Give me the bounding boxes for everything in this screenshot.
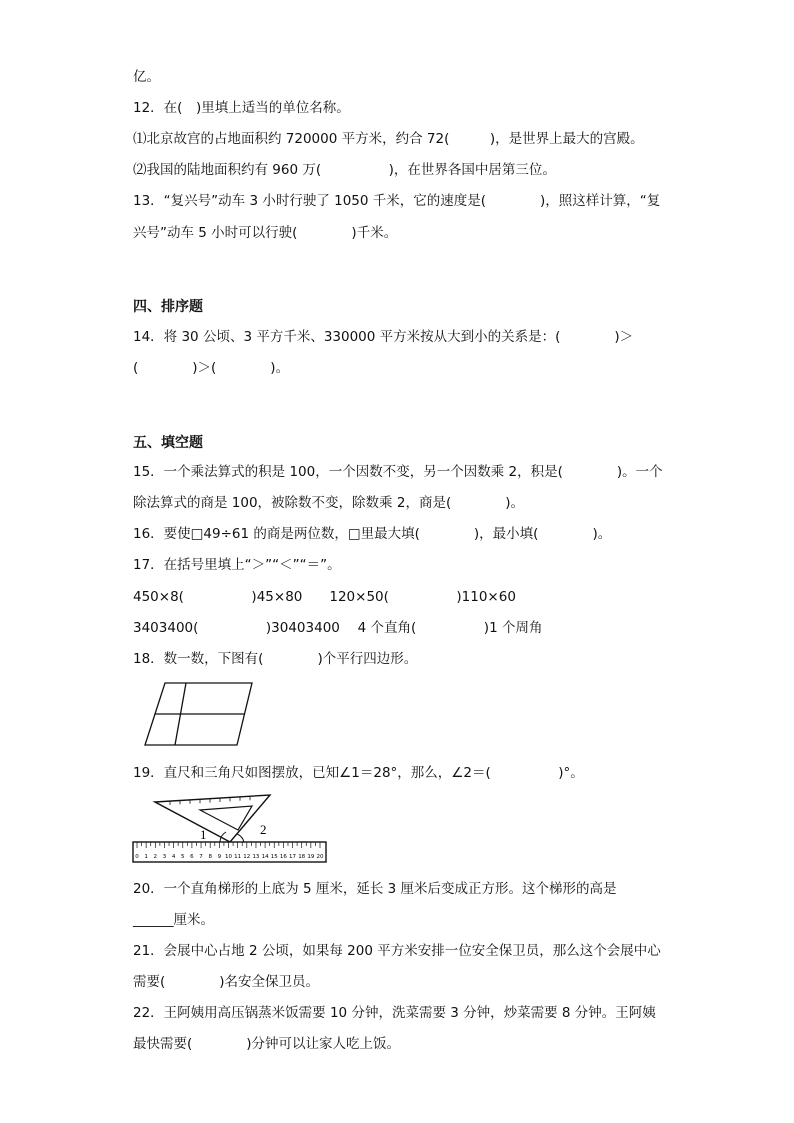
question-20: 20．一个直角梯形的上底为 5 厘米，延长 3 厘米后变成正方形。这个梯形的高是 <box>133 881 617 897</box>
ruler-number: 17 <box>289 854 297 860</box>
question-17-row2: 3403400( )30403400 4 个直角( )1 个周角 <box>133 620 543 636</box>
ruler-number: 14 <box>261 854 269 860</box>
section-heading-sort: 四、排序题 <box>133 299 203 315</box>
question-19: 19．直尺和三角尺如图摆放，已知∠1＝28°，那么，∠2＝( )°。 <box>133 765 584 781</box>
ruler-number: 4 <box>171 854 176 860</box>
ruler-number: 7 <box>199 854 203 860</box>
ruler-number: 8 <box>208 854 212 860</box>
question-14: 14．将 30 公顷、3 平方千米、330000 平方米按从大到小的关系是：( )＞ <box>133 329 634 345</box>
question-13: 13．“复兴号”动车 3 小时行驶了 1050 千米，它的速度是( )，照这样计算，“复 <box>133 193 661 209</box>
ruler-number: 16 <box>279 854 287 860</box>
angle-2-label: 2 <box>260 822 267 837</box>
ruler-number: 3 <box>162 854 167 860</box>
question-22-cont: 最快需要( )分钟可以让家人吃上饭。 <box>133 1036 401 1052</box>
ruler-number: 9 <box>217 854 222 860</box>
ruler-number: 15 <box>270 854 278 860</box>
question-12: 12．在( )里填上适当的单位名称。 <box>133 100 350 116</box>
ruler-number: 19 <box>307 854 315 860</box>
ruler-number: 6 <box>190 854 194 860</box>
question-15: 15．一个乘法算式的积是 100，一个因数不变，另一个因数乘 2，积是( )。一个 <box>133 464 663 480</box>
question-17: 17．在括号里填上“＞”“＜”“＝”。 <box>133 557 341 573</box>
parallelogram-figure <box>140 678 258 750</box>
question-21: 21．会展中心占地 2 公顷，如果每 200 平方米安排一位安全保卫员，那么这个会展中心 <box>133 943 661 959</box>
question-17-row1: 450×8( )45×80 120×50( )110×60 <box>133 589 516 605</box>
section-heading-fill: 五、填空题 <box>133 435 203 451</box>
question-12-part1: ⑴北京故宫的占地面积约 720000 平方米，约合 72( )，是世界上最大的宫殿。 <box>133 131 644 147</box>
question-18: 18．数一数，下图有( )个平行四边形。 <box>133 651 418 667</box>
ruler-number: 5 <box>181 854 185 860</box>
ruler-number: 10 <box>225 854 232 860</box>
question-12-part2: ⑵我国的陆地面积约有 960 万( )，在世界各国中居第三位。 <box>133 162 556 178</box>
ruler-number: 11 <box>234 854 242 860</box>
question-20-cont: ______厘米。 <box>133 912 214 928</box>
question-15-cont: 除法算式的商是 100，被除数不变，除数乘 2，商是( )。 <box>133 495 524 511</box>
ruler-number: 1 <box>144 854 148 860</box>
ruler-triangle-figure <box>130 792 330 864</box>
ruler-number: 13 <box>252 854 260 860</box>
ruler-number: 0 <box>135 854 139 860</box>
ruler-number: 2 <box>153 854 158 860</box>
angle-1-label: 1 <box>200 827 207 842</box>
text-line: 亿。 <box>133 69 160 85</box>
question-22: 22．王阿姨用高压锅蒸米饭需要 10 分钟，洗菜需要 3 分钟，炒菜需要 8 分钟。王阿姨 <box>133 1005 656 1021</box>
question-13-cont: 兴号”动车 5 小时可以行驶( )千米。 <box>133 225 398 241</box>
ruler-number: 20 <box>316 854 324 860</box>
question-16: 16．要使□49÷61 的商是两位数，□里最大填( )，最小填( )。 <box>133 526 612 542</box>
ruler-number: 18 <box>298 854 306 860</box>
ruler-number: 12 <box>243 854 251 860</box>
question-21-cont: 需要( )名安全保卫员。 <box>133 974 320 990</box>
question-14-cont: ( )＞( )。 <box>133 360 290 376</box>
